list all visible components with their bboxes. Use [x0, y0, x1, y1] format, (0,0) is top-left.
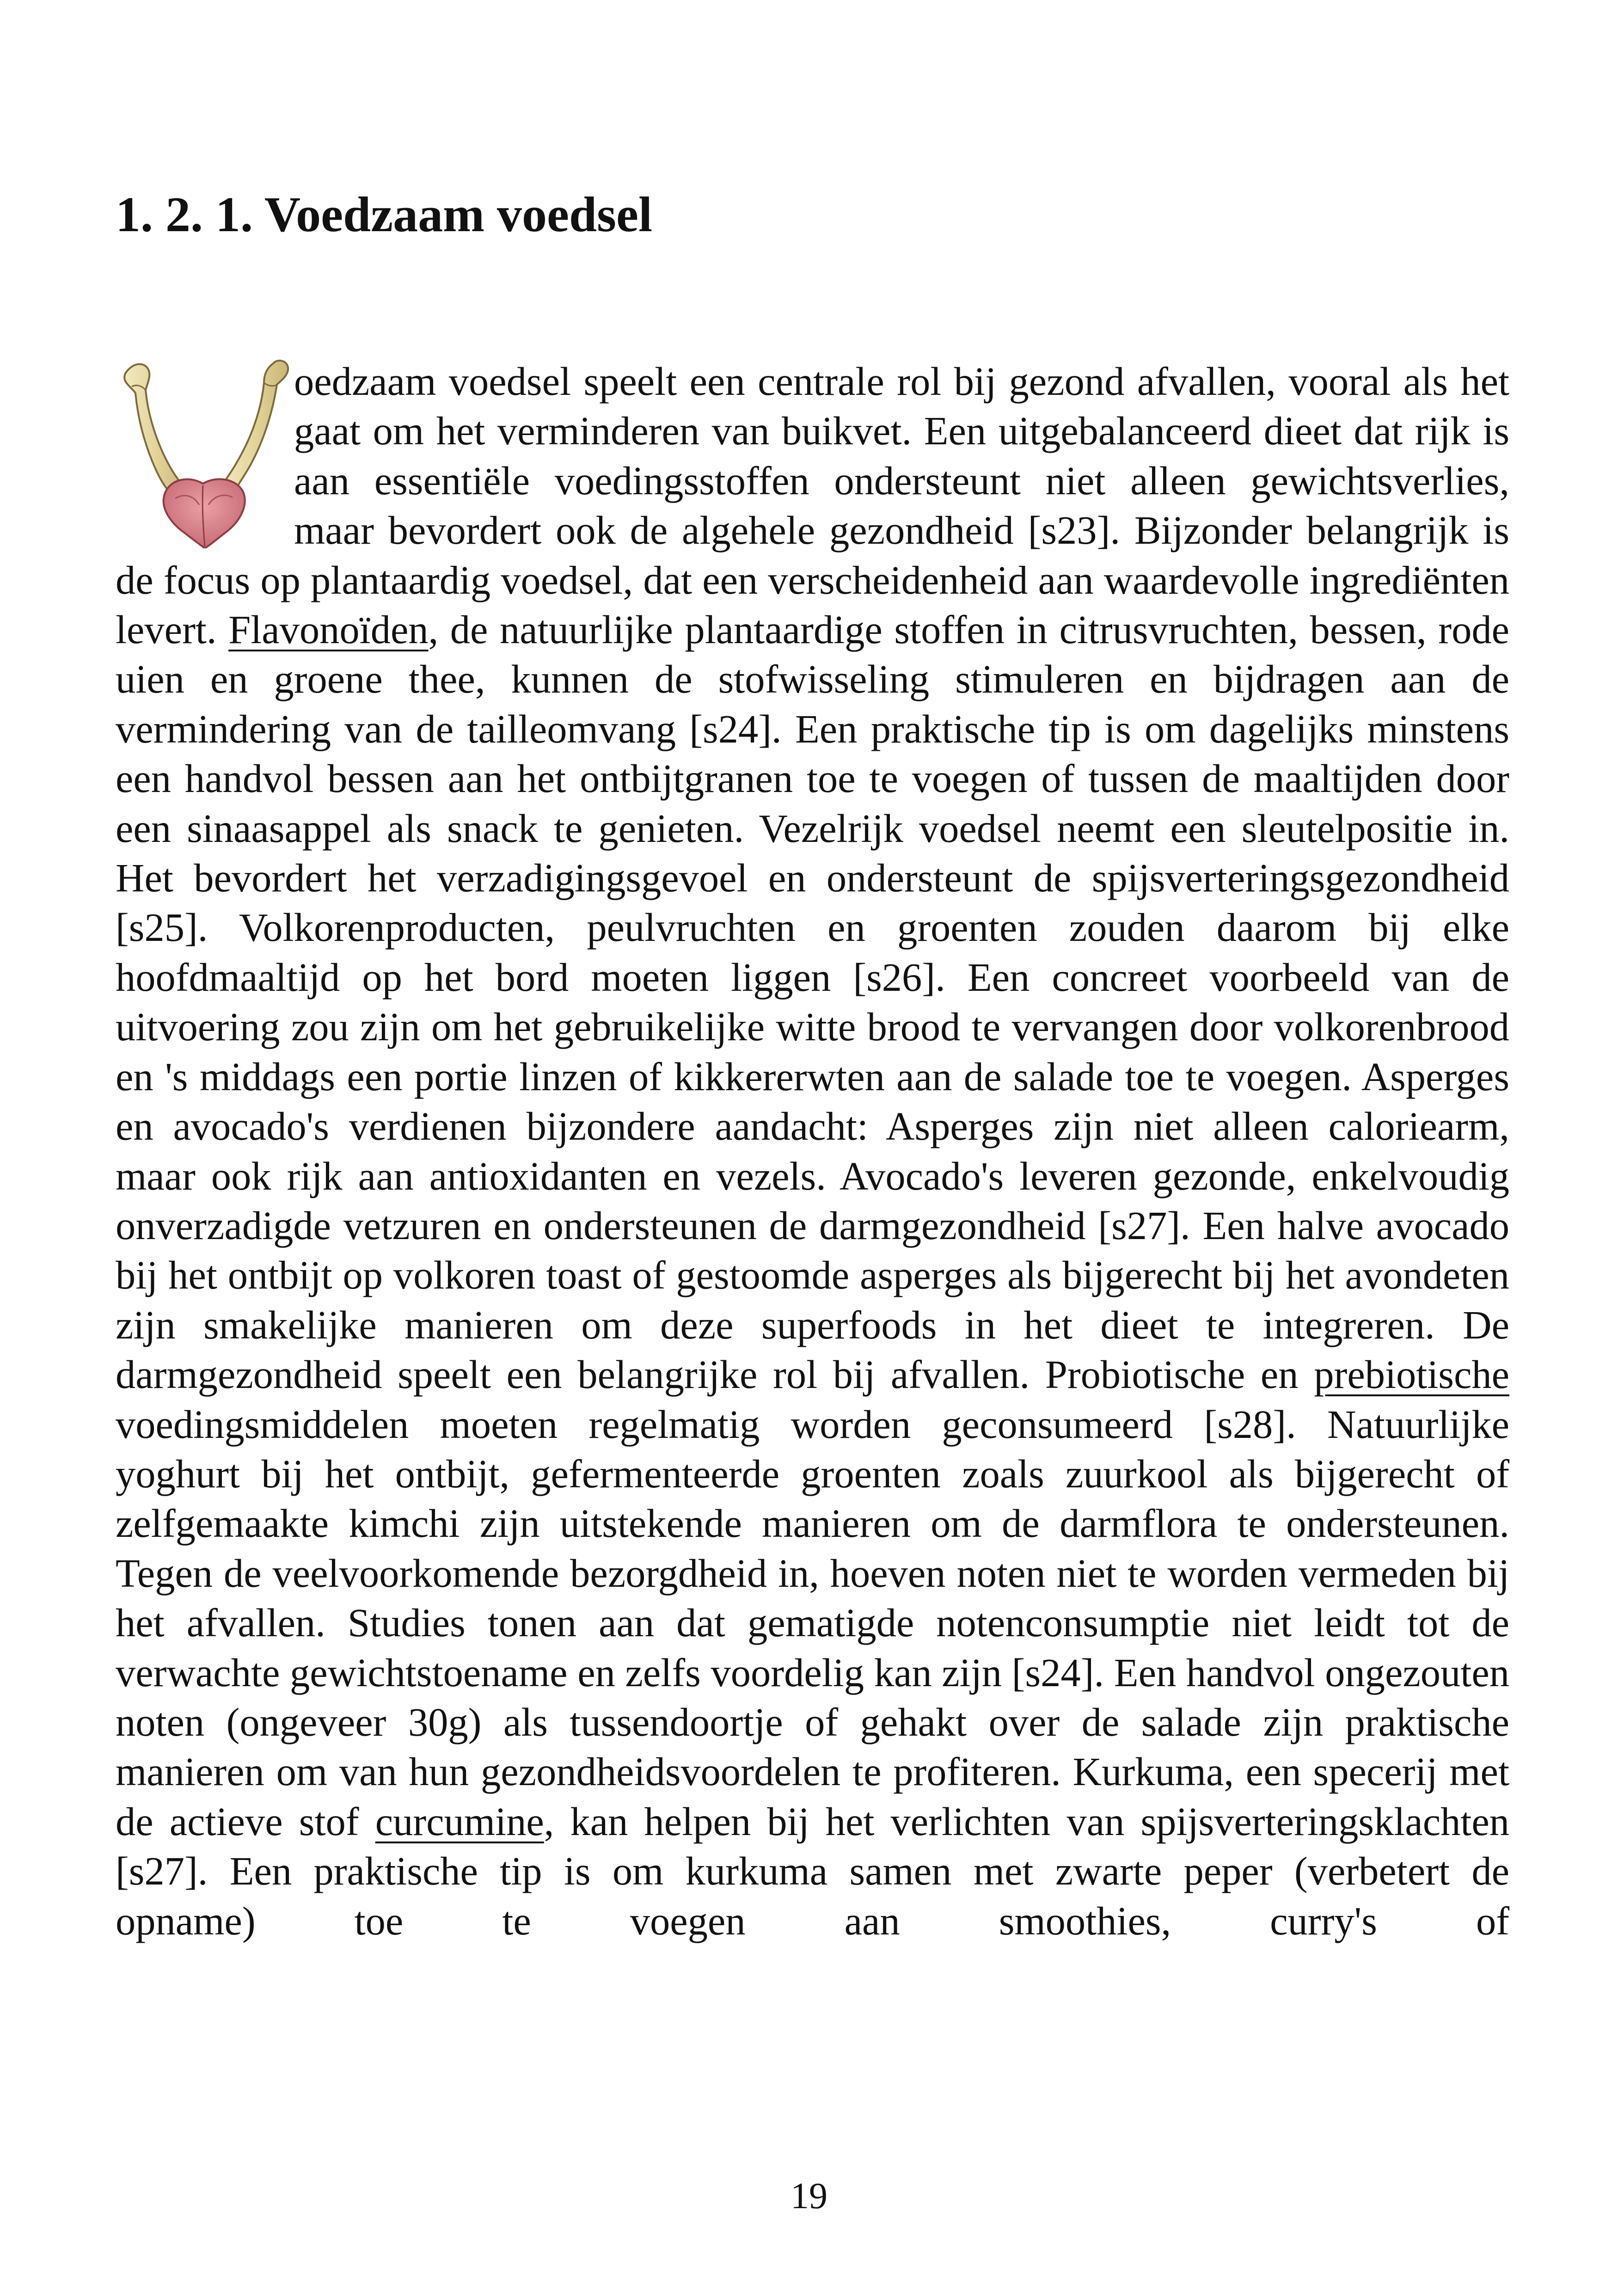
right-bone-shape: [221, 361, 288, 494]
drop-cap-letter: [115, 354, 294, 552]
paragraph-text-1: oedzaam voedsel speelt een centrale rol bij gezond afvallen, vooral als het gaat om het verminderen van buikvet. Een uitgebalanceerd dieet dat rijk is aan essentiële voedingsstoffen ondersteunt niet alleen gewichtsverlies, maar bevordert ook de algehele gezondheid [s23]. Bijzonder belangrijk is de focus op plantaardig voedsel, dat een verscheidenheid aan waardevolle ingrediënten levert.: [116, 359, 1509, 652]
term-curcumine: curcumine: [375, 1799, 544, 1844]
page-number: 19: [791, 2176, 827, 2216]
drop-cap-illustration: [115, 354, 291, 548]
term-flavonoiden: Flavonoïden: [228, 608, 429, 652]
paragraph-text-4: , kan helpen bij het verlichten van spijsverteringsklachten [s27]. Een praktische tip is om kurkuma samen met zwarte peper (verbetert de opname) toe te voegen aan smoothies, curry's of: [116, 1799, 1510, 1943]
section-heading: 1. 2. 1. Voedzaam voedsel: [116, 187, 652, 242]
paragraph-text-2: , de natuurlijke plantaardige stoffen in citrusvruchten, bessen, rode uien en groene thee, kunnen de stofwisseling stimuleren en bijdragen aan de vermindering van de tailleomvang [s24]. Een praktische tip is om dagelijks minstens een handvol bessen aan het ontbijtgranen toe te voegen of tussen de maaltijden door een sinaasappel als snack te genieten. Vezelrijk voedsel neemt een sleutelpositie in. Het bevordert het verzadigingsgevoel en ondersteunt de spijsverteringsgezondheid [s25]. Volkorenproducten, peulvruchten en groenten zouden daarom bij elke hoofdmaaltijd op het bord moeten liggen [s26]. Een concreet voorbeeld van de uitvoering zou zijn om het gebruikelijke witte brood te vervangen door volkorenbrood en 's middags een portie linzen of kikkererwten aan de salade toe te voegen. Asperges en avocado's verdienen bijzondere aandacht: Asperges zijn niet alleen caloriearm, maar ook rijk aan antioxidanten en vezels. Avocado's leveren gezonde, enkelvoudig onverzadigde vetzuren en ondersteunen de darmgezondheid [s27]. Een halve avocado bij het ontbijt op volkoren toast of gestoomde asperges als bijgerecht bij het avondeten zijn smakelijke manieren om deze superfoods in het dieet te integreren. De darmgezondheid speelt een belangrijke rol bij afvallen. Probiotische en: [116, 608, 1509, 1397]
body-paragraph: [116, 357, 1509, 1946]
paragraph-text-3: voedingsmiddelen moeten regelmatig worden geconsumeerd [s28]. Natuurlijke yoghurt bij het ontbijt, gefermenteerde groenten zoals zuurkool als bijgerecht of zelfgemaakte kimchi zijn uitstekende manieren om de darmflora te ondersteunen. Tegen de veelvoorkomende bezorgdheid in, hoeven noten niet te worden vermeden bij het afvallen. Studies tonen aan dat gematigde notenconsumptie niet leidt tot de verwachte gewichtstoename en zelfs voordelig kan zijn [s24]. Een handvol ongezouten noten (ongeveer 30g) als tussendoortje of gehakt over de salade zijn praktische manieren om van hun gezondheidsvoordelen te profiteren. Kurkuma, een specerij met de actieve stof: [116, 1402, 1509, 1844]
term-prebiotische: prebiotische: [1314, 1352, 1510, 1397]
